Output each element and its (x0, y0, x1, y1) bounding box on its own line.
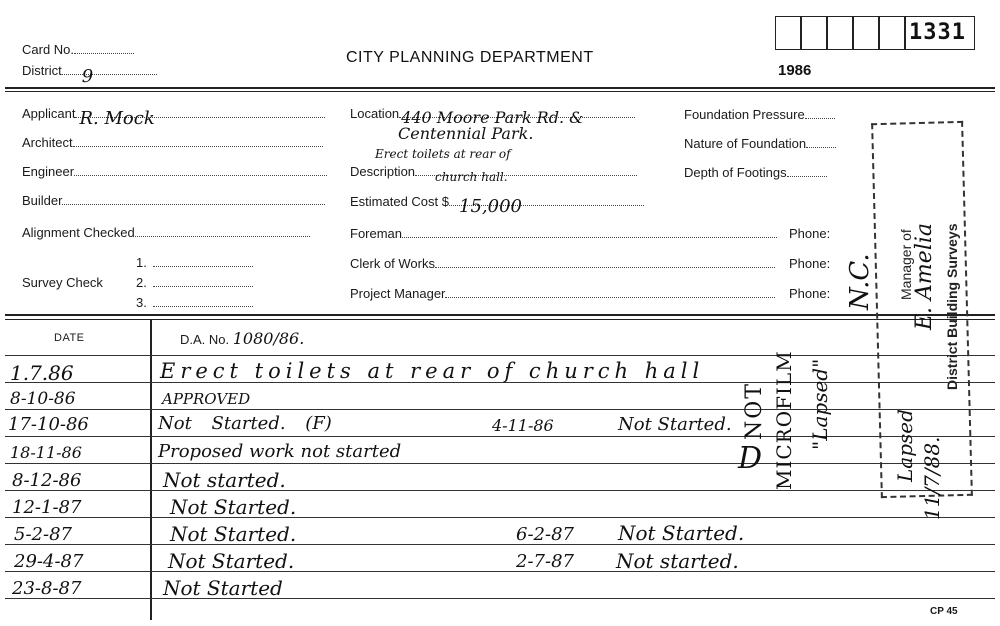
not-microfilm-annotation: NOT (742, 382, 767, 440)
survey-line-1: 1. (136, 255, 253, 270)
details-divider (5, 314, 995, 316)
location-field: Location 440 Moore Park Rd. & (350, 106, 635, 121)
engineer-field: Engineer (22, 164, 327, 179)
row-date-2: 2-7-87 (516, 551, 574, 572)
foreman-field: Foreman (350, 226, 777, 241)
card-no-label: Card No. (22, 42, 134, 57)
header-divider (5, 91, 995, 92)
table-rule (5, 409, 995, 410)
row-date: 12-1-87 (12, 497, 82, 518)
row-entry: APPROVED (162, 390, 251, 408)
row-entry-2: Not Started. (618, 414, 732, 435)
initials-annotation: N.C. (845, 253, 875, 310)
description-value: Erect toilets at rear of (375, 147, 511, 161)
header-divider (5, 87, 995, 89)
form-code: CP 45 (930, 606, 958, 617)
card-number: 1331 (909, 20, 966, 45)
alignment-field: Alignment Checked (22, 225, 310, 240)
table-rule (5, 355, 995, 356)
row-date-2: 6-2-87 (516, 524, 574, 545)
row-date: 23-8-87 (12, 578, 82, 599)
foundation-pressure-field: Foundation Pressure (684, 107, 835, 122)
estimated-cost-field: Estimated Cost $ 15,000 (350, 194, 644, 209)
table-rule (5, 544, 995, 545)
pm-phone-label: Phone: (789, 286, 831, 301)
district-value: 9 (81, 66, 94, 87)
table-rule (5, 517, 995, 518)
project-manager-field: Project Manager (350, 286, 775, 301)
date-column-divider (150, 320, 152, 620)
stamp-title: Manager of (898, 229, 914, 300)
row-date: 8-10-86 (10, 389, 76, 409)
description-field: Description church hall. (350, 164, 637, 179)
row-entry: Not Started. (168, 549, 295, 573)
row-date-2: 4-11-86 (492, 416, 554, 435)
location-value-2: Centennial Park. (398, 124, 534, 143)
d-mark-annotation: D (738, 441, 763, 476)
row-entry: Not started. (163, 468, 286, 492)
district-label: District 9 (22, 63, 157, 78)
card-number-box (775, 16, 801, 50)
row-entry: Not Started (163, 576, 283, 600)
year-label: 1986 (778, 62, 812, 79)
card-number-box (879, 16, 905, 50)
row-entry-2: Not Started. (618, 521, 745, 545)
page-title: CITY PLANNING DEPARTMENT (346, 49, 594, 66)
row-date: 5-2-87 (14, 524, 72, 545)
survey-line-2: 2. (136, 275, 253, 290)
stamp-department: District Building Surveys (944, 223, 960, 390)
location-value: 440 Moore Park Rd. & (401, 108, 584, 127)
date-column-header: DATE (54, 332, 85, 344)
row-date: 18-11-86 (10, 443, 82, 462)
architect-field: Architect (22, 135, 323, 150)
description-value-2: church hall. (435, 170, 508, 184)
row-entry: Erect toilets at rear of church hall (160, 359, 705, 383)
da-number: D.A. No. 1080/86. (180, 329, 305, 348)
table-rule (5, 463, 995, 464)
table-rule (5, 490, 995, 491)
row-entry: Not Started. (170, 522, 297, 546)
foreman-phone-label: Phone: (789, 226, 831, 241)
row-date: 17-10-86 (8, 414, 89, 435)
lapsed-quote-annotation: "Lapsed" (808, 358, 832, 450)
nature-of-foundation-field: Nature of Foundation (684, 136, 836, 151)
row-entry: Not Started. (F) (158, 413, 332, 434)
table-rule (5, 436, 995, 437)
applicant-field: Applicant R. Mock (22, 106, 325, 121)
lapsed-date-annotation: 11/7/88. (920, 436, 944, 520)
card-number-box (853, 16, 879, 50)
survey-line-3: 3. (136, 295, 253, 310)
table-rule (5, 571, 995, 572)
row-date: 8-12-86 (12, 470, 82, 491)
clerk-of-works-field: Clerk of Works (350, 256, 775, 271)
row-date: 29-4-87 (14, 551, 84, 572)
table-rule (5, 598, 995, 599)
depth-of-footings-field: Depth of Footings (684, 165, 827, 180)
row-entry: Not Started. (170, 495, 297, 519)
survey-check-label: Survey Check (22, 275, 103, 290)
row-entry-2: Not started. (616, 549, 739, 573)
builder-field: Builder (22, 193, 325, 208)
card-number-box (801, 16, 827, 50)
cost-value: 15,000 (459, 196, 522, 217)
details-divider (5, 319, 995, 320)
microfilm-annotation: MICROFILM (772, 350, 796, 490)
lapsed-annotation: Lapsed (893, 409, 917, 482)
row-entry: Proposed work not started (158, 441, 402, 462)
stamp-signature: E. Amelia (912, 222, 937, 330)
clerk-phone-label: Phone: (789, 256, 831, 271)
card-number-box (827, 16, 853, 50)
row-date: 1.7.86 (10, 361, 74, 385)
applicant-value: R. Mock (79, 108, 155, 129)
